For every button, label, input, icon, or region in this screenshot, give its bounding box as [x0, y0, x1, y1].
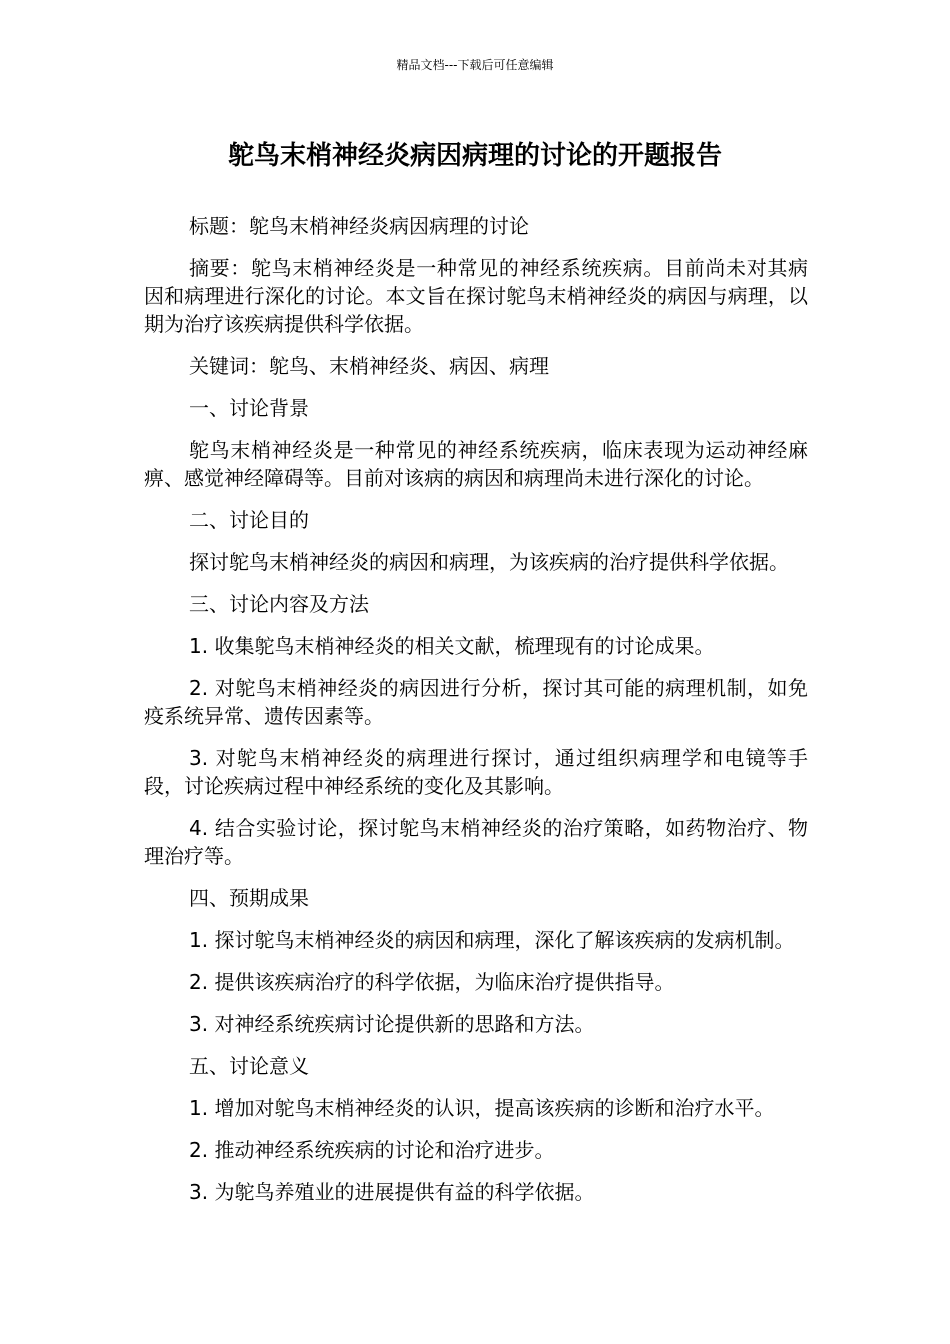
- outcomes-item-1: 1. 探讨鸵鸟末梢神经炎的病因和病理，深化了解该疾病的发病机制。: [189, 928, 795, 952]
- section-heading-background: 一、讨论背景: [189, 396, 309, 420]
- significance-item-3: 3. 为鸵鸟养殖业的进展提供有益的科学依据。: [189, 1180, 595, 1204]
- abstract-paragraph: 摘要：鸵鸟末梢神经炎是一种常见的神经系统疾病。目前尚未对其病因和病理进行深化的讨论。本文旨在探讨鸵鸟末梢神经炎的病因与病理，以期为治疗该疾病提供科学依据。: [144, 256, 808, 336]
- background-paragraph: 鸵鸟末梢神经炎是一种常见的神经系统疾病，临床表现为运动神经麻痹、感觉神经障碍等。目前对该病的病因和病理尚未进行深化的讨论。: [144, 438, 808, 490]
- significance-item-1: 1. 增加对鸵鸟末梢神经炎的认识，提高该疾病的诊断和治疗水平。: [189, 1096, 775, 1120]
- section-heading-purpose: 二、讨论目的: [189, 508, 309, 532]
- outcomes-item-3: 3. 对神经系统疾病讨论提供新的思路和方法。: [189, 1012, 595, 1036]
- significance-item-2: 2. 推动神经系统疾病的讨论和治疗进步。: [189, 1138, 555, 1162]
- purpose-paragraph: 探讨鸵鸟末梢神经炎的病因和病理，为该疾病的治疗提供科学依据。: [189, 550, 789, 574]
- document-body: [144, 212, 808, 1220]
- methods-item-1: 1. 收集鸵鸟末梢神经炎的相关文献，梳理现有的讨论成果。: [189, 634, 715, 658]
- title-line: 标题：鸵鸟末梢神经炎病因病理的讨论: [189, 214, 529, 238]
- page-header: 精品文档---下载后可任意编辑: [396, 58, 554, 72]
- methods-item-3: 3. 对鸵鸟末梢神经炎的病理进行探讨，通过组织病理学和电镜等手段，讨论疾病过程中神经系统的变化及其影响。: [144, 746, 808, 798]
- section-heading-outcomes: 四、预期成果: [189, 886, 309, 910]
- methods-item-2: 2. 对鸵鸟末梢神经炎的病因进行分析，探讨其可能的病理机制，如免疫系统异常、遗传因素等。: [144, 676, 808, 728]
- document-title: 鸵鸟末梢神经炎病因病理的讨论的开题报告: [227, 141, 722, 171]
- keywords-line: 关键词：鸵鸟、末梢神经炎、病因、病理: [189, 354, 549, 378]
- outcomes-item-2: 2. 提供该疾病治疗的科学依据，为临床治疗提供指导。: [189, 970, 675, 994]
- methods-item-4: 4. 结合实验讨论，探讨鸵鸟末梢神经炎的治疗策略，如药物治疗、物理治疗等。: [144, 816, 808, 868]
- section-heading-methods: 三、讨论内容及方法: [189, 592, 369, 616]
- section-heading-significance: 五、讨论意义: [189, 1054, 309, 1078]
